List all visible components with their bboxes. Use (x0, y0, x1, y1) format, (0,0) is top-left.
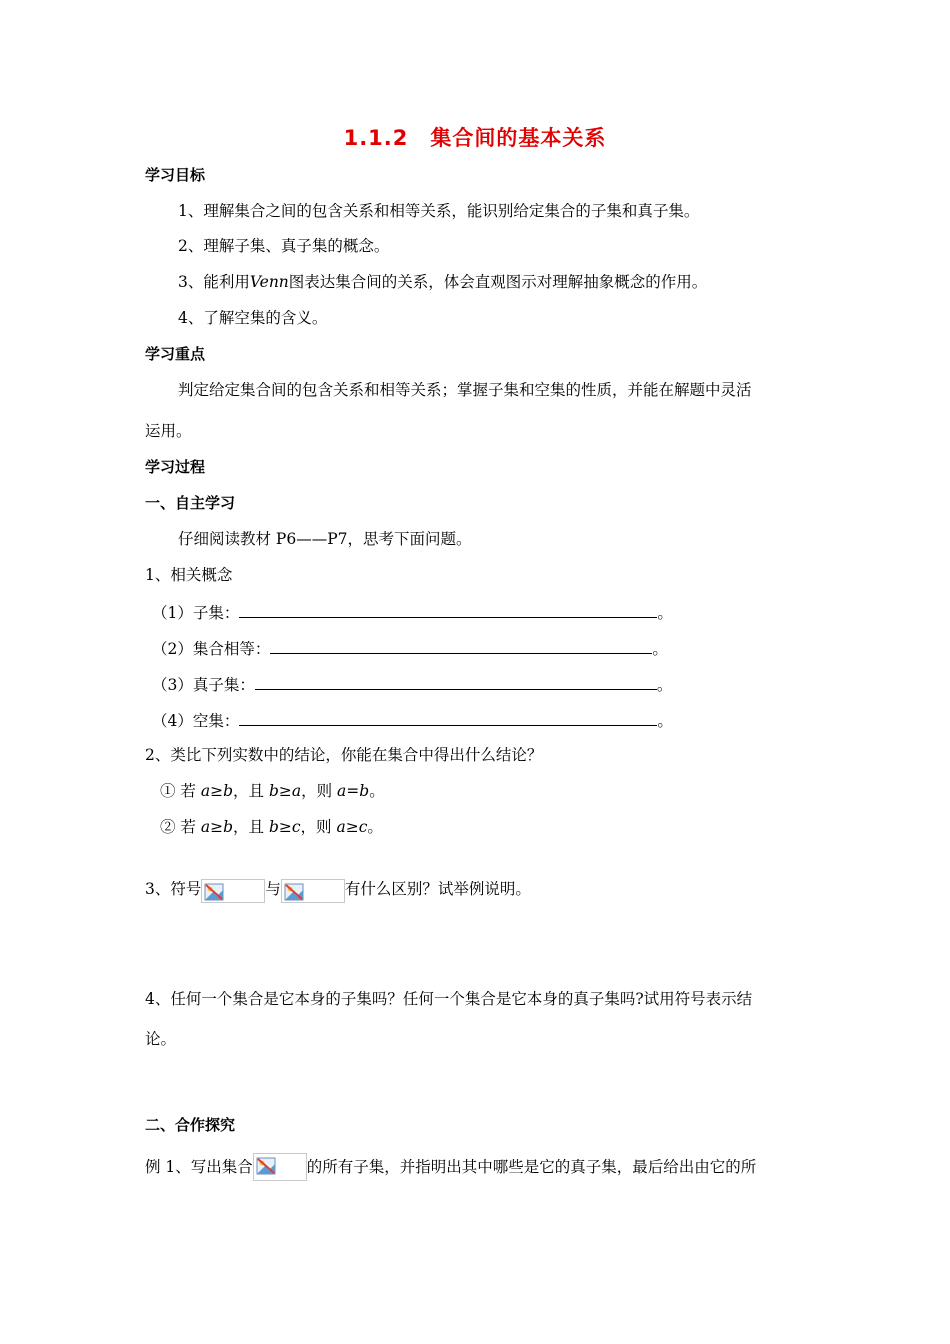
q1-item-end: 。 (652, 640, 668, 658)
q1-item-end: 。 (656, 676, 673, 694)
math-expr: a≥b (200, 818, 234, 836)
answer-blank[interactable] (239, 709, 657, 726)
q1-item-end: 。 (657, 712, 673, 730)
title-text: 集合间的基本关系 (430, 126, 607, 150)
answer-blank[interactable] (270, 637, 652, 654)
text: ① 若 (160, 782, 201, 800)
q1-item-empty-set (152, 709, 673, 731)
section1-intro: 仔细阅读教材 P6——P7，思考下面问题。 (178, 530, 472, 548)
math-expr: b≥a (268, 782, 302, 800)
text: ，则 (301, 782, 338, 800)
q1-item-label: （1）子集： (152, 604, 240, 622)
q3-line (145, 879, 531, 903)
q1-item-label: （4）空集： (152, 712, 240, 730)
q1-item-label: （2）集合相等： (152, 640, 271, 658)
q1-item-proper-subset (152, 673, 672, 695)
broken-image-icon (281, 879, 345, 903)
q2-label: 2、类比下列实数中的结论，你能在集合中得出什么结论？ (145, 746, 543, 764)
goal-item-3 (178, 272, 707, 292)
keypoints-line-1: 判定给定集合间的包含关系和相等关系；掌握子集和空集的性质，并能在解题中灵活 (178, 381, 752, 399)
q2-case-1 (160, 781, 385, 801)
example-1-line (145, 1153, 756, 1181)
section2-heading: 二、合作探究 (145, 1116, 236, 1134)
goal-item-2: 2、理解子集、真子集的概念。 (178, 237, 390, 255)
q3-pre: 3、符号 (145, 880, 202, 898)
q1-item-equal (152, 637, 668, 659)
text: 。 (369, 782, 385, 800)
title-number: 1.1.2 (343, 126, 409, 150)
math-expr: a≥c (336, 818, 368, 836)
q4-line-1: 4、任何一个集合是它本身的子集吗？任何一个集合是它本身的真子集吗?试用符号表示结 (145, 990, 753, 1008)
broken-image-icon (253, 1153, 307, 1181)
answer-blank[interactable] (255, 673, 657, 690)
text: ，则 (300, 818, 337, 836)
q3-mid: 与 (265, 880, 281, 898)
q1-item-end: 。 (657, 604, 673, 622)
math-expr: a=b (337, 782, 370, 800)
text: 。 (367, 818, 383, 836)
q1-label: 1、相关概念 (145, 566, 233, 584)
example-1-pre: 例 1、写出集合 (145, 1158, 253, 1176)
broken-image-icon (201, 879, 265, 903)
text: ，且 (233, 782, 269, 800)
goal-item-3-pre: 3、能利用 (178, 273, 250, 291)
q4-line-2: 论。 (145, 1030, 177, 1048)
text: ② 若 (160, 818, 201, 836)
text: ，且 (233, 818, 269, 836)
goal-item-3-rest: 图表达集合间的关系，体会直观图示对理解抽象概念的作用。 (288, 273, 708, 291)
keypoints-heading: 学习重点 (145, 345, 206, 363)
math-expr: b≥c (268, 818, 301, 836)
q2-case-2 (160, 817, 383, 837)
venn-word: Venn (249, 273, 289, 291)
goals-heading: 学习目标 (145, 166, 206, 184)
goal-item-1: 1、理解集合之间的包含关系和相等关系，能识别给定集合的子集和真子集。 (178, 202, 700, 220)
math-expr: a≥b (200, 782, 234, 800)
q1-item-subset (152, 601, 673, 623)
page-title (0, 122, 950, 152)
answer-blank[interactable] (239, 601, 657, 618)
q3-post: 有什么区别？试举例说明。 (344, 880, 531, 898)
goal-item-4: 4、了解空集的含义。 (178, 309, 328, 327)
q1-item-label: （3）真子集： (152, 676, 255, 694)
section1-heading: 一、自主学习 (145, 494, 236, 512)
keypoints-line-2: 运用。 (145, 422, 192, 440)
process-heading: 学习过程 (145, 458, 206, 476)
example-1-post: 的所有子集，并指明出其中哪些是它的真子集，最后给出由它的所 (306, 1158, 757, 1176)
